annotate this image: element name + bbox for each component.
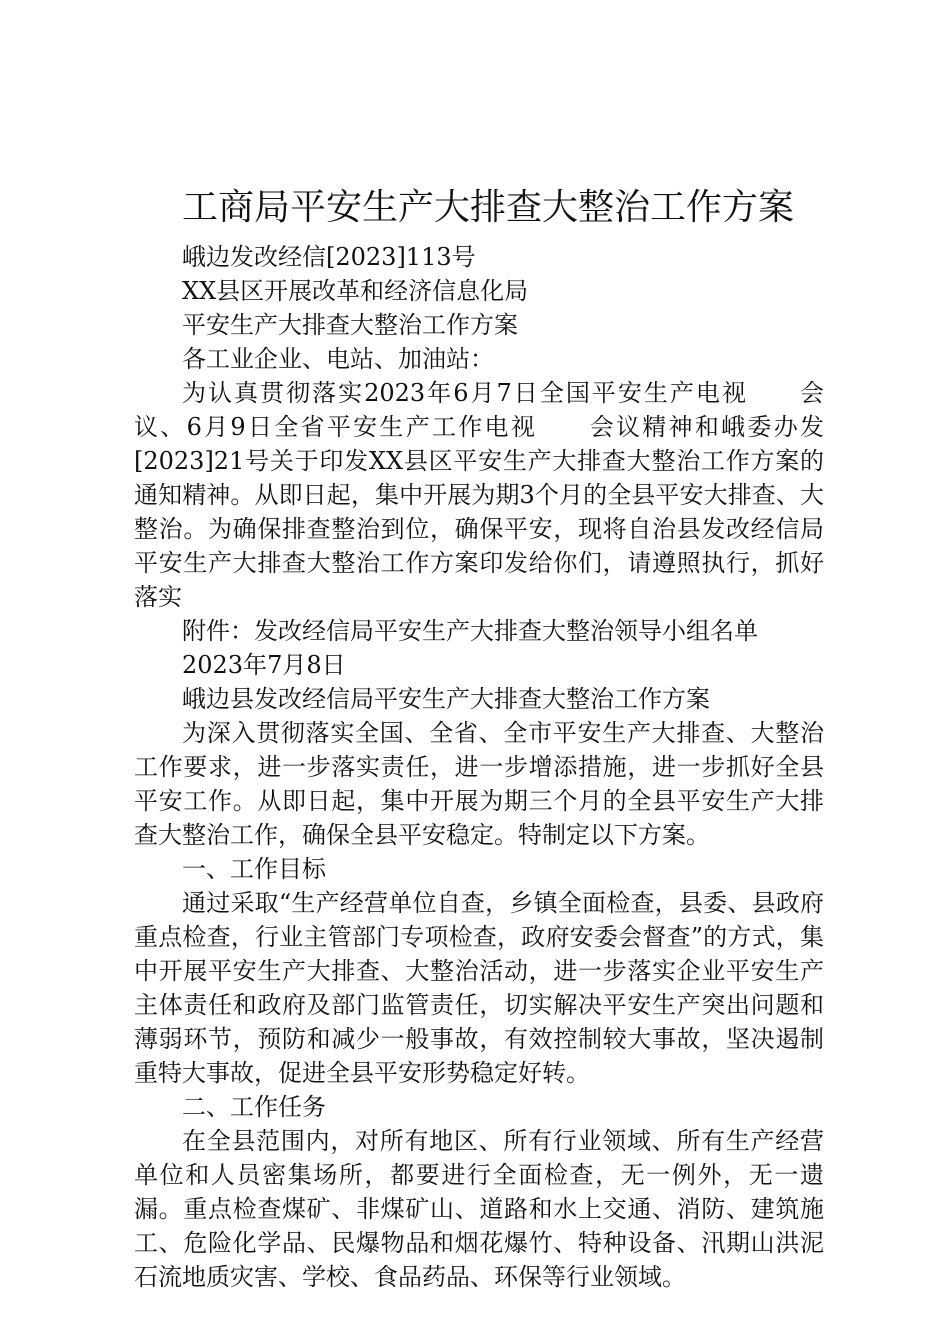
- plan-heading: 峨边县发改经信局平安生产大排查大整治工作方案: [182, 685, 710, 713]
- document-subject: 平安生产大排查大整治工作方案: [182, 311, 518, 339]
- section-heading-tasks: 二、工作任务: [182, 1093, 326, 1121]
- attachment-line: 附件：发改经信局平安生产大排查大整治领导小组名单: [182, 617, 758, 645]
- notice-paragraph: 为认真贯彻落实2023年6月7日全国平安生产电视 会议、6月9日全省平安生产工作电视 会议精神和峨委办发[2023]21号关于印发XX县区平安生产大排查大整治工作方案的通知精神。从即日起，集中开展为期3个月的全县平安大排查、大整治。为确保排查整治到位，确保平安，现将自治县发改经信局平安生产大排查大整治工作方案印发给你们，请遵照执行，抓好落实: [134, 379, 824, 611]
- document-number: 峨边发改经信[2023]113号: [182, 243, 476, 271]
- intro-paragraph: 为深入贯彻落实全国、全省、全市平安生产大排查、大整治工作要求，进一步落实责任，进一步增添措施，进一步抓好全县平安工作。从即日起，集中开展为期三个月的全县平安生产大排查大整治工作，确保全县平安稳定。特制定以下方案。: [134, 719, 824, 849]
- recipients: 各工业企业、电站、加油站：: [182, 345, 494, 373]
- tasks-paragraph: 在全县范围内，对所有地区、所有行业领域、所有生产经营单位和人员密集场所，都要进行全面检查，无一例外，无一遗漏。重点检查煤矿、非煤矿山、道路和水上交通、消防、建筑施工、危险化学品、民爆物品和烟花爆竹、特种设备、汛期山洪泥石流地质灾害、学校、食品药品、环保等行业领域。: [134, 1127, 824, 1291]
- section-heading-goals: 一、工作目标: [182, 855, 326, 883]
- document-title: 工商局平安生产大排查大整治工作方案: [182, 187, 795, 228]
- document-body: [134, 240, 824, 1294]
- document-date: 2023年7月8日: [182, 651, 346, 679]
- issuing-agency: XX县区开展改革和经济信息化局: [182, 277, 529, 305]
- goals-paragraph: 通过采取“生产经营单位自查，乡镇全面检查，县委、县政府重点检查，行业主管部门专项检查，政府安委会督查”的方式，集中开展平安生产大排查、大整治活动，进一步落实企业平安生产主体责任和政府及部门监管责任，切实解决平安生产突出问题和薄弱环节，预防和减少一般事故，有效控制较大事故，坚决遏制重特大事故，促进全县平安形势稳定好转。: [134, 889, 824, 1087]
